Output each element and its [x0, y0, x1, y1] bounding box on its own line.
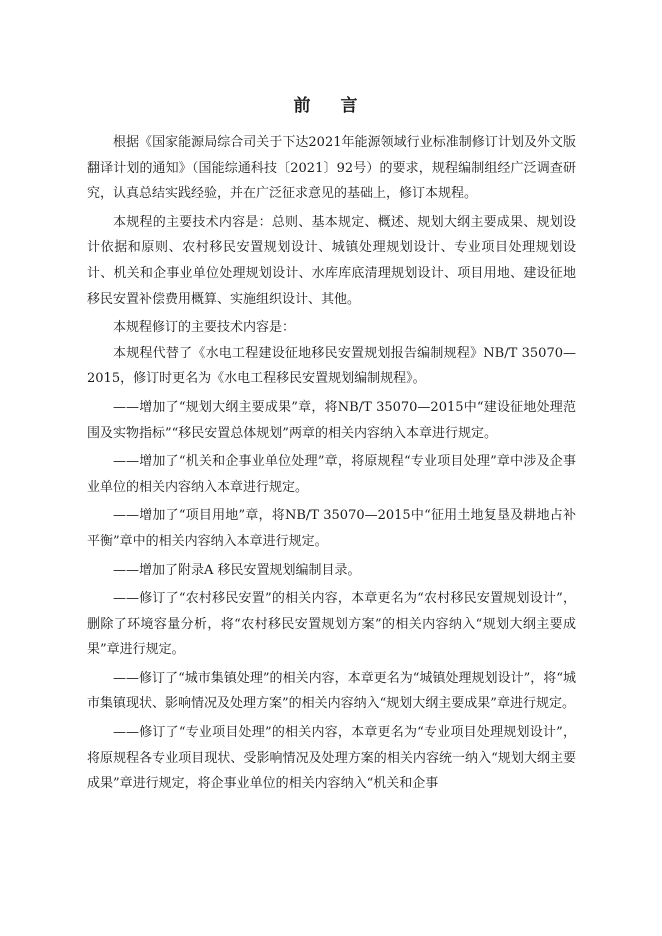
- list-item-added-institutions: ——增加了“机关和企事业单位处理”章，将原规程“专业项目处理”章中涉及企事业单位的相关内容纳入本章进行规定。: [87, 454, 576, 495]
- list-item-added-project-land: ——增加了“项目用地”章，将NB/T 35070—2015中“征用土地复垦及耕地占补平衡”章中的相关内容纳入本章进行规定。: [87, 508, 576, 549]
- list-item-revised-urban: ——修订了“城市集镇处理”的相关内容，本章更名为“城镇处理规划设计”，将“城市集镇现状、影响情况及处理方案”的相关内容纳入“规划大纲主要成果”章进行规定。: [87, 670, 576, 712]
- list-item-added-planning-outline: ——增加了“规划大纲主要成果”章，将NB/T 35070—2015中“建设征地处理范围及实物指标”“移民安置总体规划”两章的相关内容纳入本章进行规定。: [87, 399, 576, 441]
- list-item-revised-rural: ——修订了“农村移民安置”的相关内容，本章更名为“农村移民安置规划设计”，删除了环境容量分析，将“农村移民安置规划方案”的相关内容纳入“规划大纲主要成果”章进行规定。: [87, 591, 576, 658]
- list-item-revised-special-projects: ——修订了“专业项目处理”的相关内容，本章更名为“专业项目处理规划设计”，将原规程各专业项目现状、受影响情况及处理方案的相关内容统一纳入“规划大纲主要成果”章进行规定，将企事业单位的相关内容纳入“机关和企事: [87, 725, 576, 792]
- paragraph-replacement: 本规程代替了《水电工程建设征地移民安置规划报告编制规程》NB/T 35070—2015，修订时更名为《水电工程移民安置规划编制规程》。: [87, 345, 576, 387]
- paragraph-basis: 根据《国家能源局综合司关于下达2021年能源领域行业标准制修订计划及外文版翻译计划的通知》（国能综通科技〔2021〕92号）的要求，规程编制组经广泛调查研究，认真总结实践经验，并在广泛征求意见的基础上，修订本规程。: [87, 135, 576, 202]
- list-item-added-appendix-a: ——增加了附录A 移民安置规划编制目录。: [113, 562, 361, 578]
- page-title: 前 言: [293, 96, 370, 116]
- paragraph-revision-intro: 本规程修订的主要技术内容是：: [113, 320, 296, 336]
- paragraph-main-content: 本规程的主要技术内容是：总则、基本规定、概述、规划大纲主要成果、规划设计依据和原则、农村移民安置规划设计、城镇处理规划设计、专业项目处理规划设计、机关和企事业单位处理规划设计、水库库底清理规划设计、项目用地、建设征地移民安置补偿费用概算、实施组织设计、其他。: [87, 214, 576, 307]
